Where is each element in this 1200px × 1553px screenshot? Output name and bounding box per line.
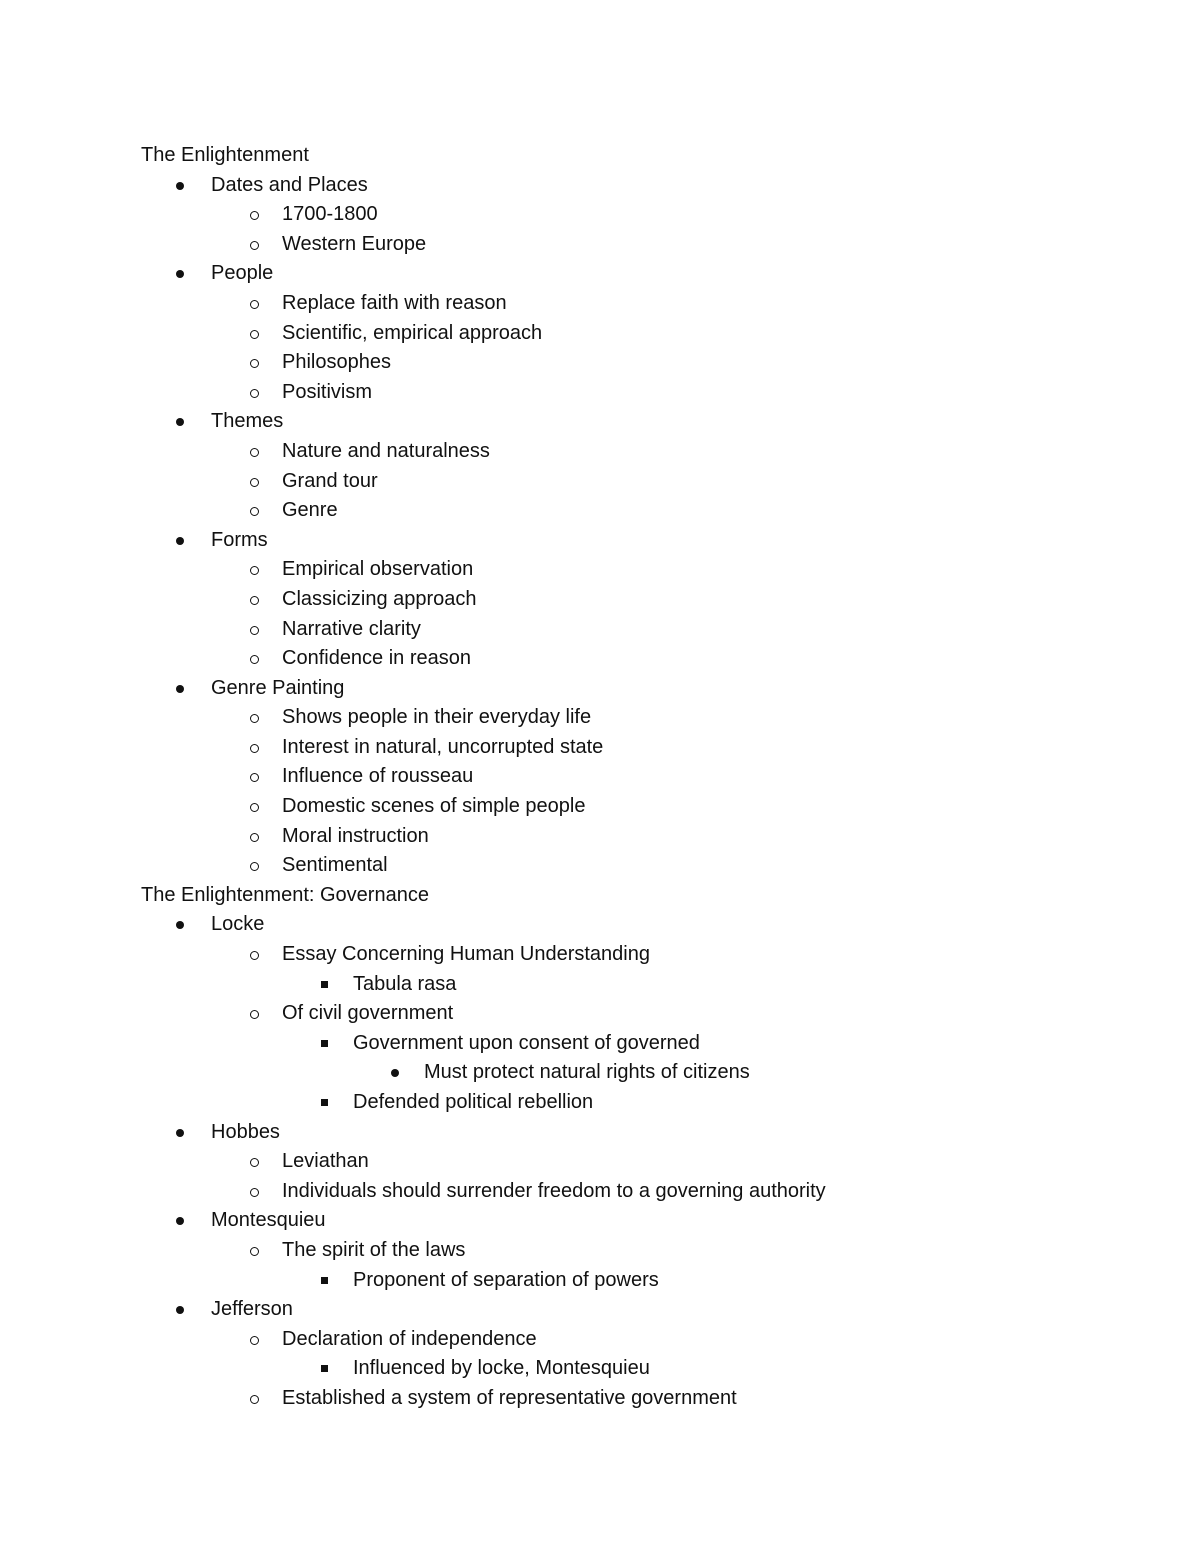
list-item-text: Narrative clarity <box>282 617 421 640</box>
list-item <box>0 467 1200 497</box>
list-item <box>0 171 1200 201</box>
list-item-text: Hobbes <box>211 1120 280 1143</box>
list-item-text: Empirical observation <box>282 558 474 581</box>
list-item <box>0 230 1200 260</box>
list-item-text: Influenced by locke, Montesquieu <box>353 1357 650 1380</box>
list-item <box>0 1384 1200 1414</box>
bullet-disc-icon <box>170 674 190 693</box>
bullet-circle-icon <box>244 1177 264 1197</box>
bullet-circle-icon <box>244 348 264 368</box>
list-item-text: Forms <box>211 528 268 551</box>
list-item-text: Defended political rebellion <box>353 1091 594 1113</box>
list-item-text: 1700-1800 <box>282 203 378 226</box>
list-item-text: Declaration of independence <box>282 1327 537 1350</box>
list-item <box>0 585 1200 615</box>
list-item-text: Dates and Places <box>211 173 368 196</box>
list-item <box>0 348 1200 378</box>
list-item <box>0 526 1200 556</box>
list-item <box>0 1206 1200 1236</box>
list-item-text: Confidence in reason <box>282 647 472 670</box>
list-item-text: Influence of rousseau <box>282 765 474 788</box>
list-item-text: People <box>211 262 274 285</box>
bullet-square-icon <box>314 1029 334 1047</box>
list-item-text: Must protect natural rights of citizens <box>424 1061 750 1084</box>
list-item-text: Locke <box>211 913 265 936</box>
heading-text: The Enlightenment <box>141 144 309 166</box>
bullet-circle-icon <box>244 1236 264 1256</box>
list-item <box>0 792 1200 822</box>
bullet-disc-icon <box>385 1058 405 1077</box>
bullet-circle-icon <box>244 733 264 753</box>
bullet-circle-icon <box>244 467 264 487</box>
list-item <box>0 644 1200 674</box>
list-item <box>0 1118 1200 1148</box>
list-item-text: Positivism <box>282 380 373 403</box>
bullet-disc-icon <box>170 407 190 426</box>
list-item <box>0 407 1200 437</box>
bullet-circle-icon <box>244 762 264 782</box>
list-item <box>0 910 1200 940</box>
bullet-disc-icon <box>170 1206 190 1225</box>
list-item <box>0 289 1200 319</box>
list-item <box>0 319 1200 349</box>
bullet-circle-icon <box>244 289 264 309</box>
heading-text: The Enlightenment: Governance <box>141 883 429 906</box>
list-item-text: Themes <box>211 410 284 433</box>
list-item-text: Shows people in their everyday life <box>282 706 592 729</box>
list-item <box>0 1325 1200 1355</box>
bullet-circle-icon <box>244 999 264 1019</box>
list-item <box>0 555 1200 585</box>
list-item <box>0 1058 1200 1088</box>
bullet-circle-icon <box>244 851 264 871</box>
list-item <box>0 1029 1200 1059</box>
bullet-circle-icon <box>244 496 264 516</box>
bullet-disc-icon <box>170 259 190 278</box>
bullet-circle-icon <box>244 378 264 398</box>
bullet-circle-icon <box>244 230 264 250</box>
list-item-text: Sentimental <box>282 854 388 877</box>
list-item <box>0 1236 1200 1266</box>
list-item <box>0 1266 1200 1296</box>
list-item-text: Leviathan <box>282 1150 369 1173</box>
bullet-circle-icon <box>244 200 264 220</box>
list-item <box>0 1088 1200 1118</box>
list-item-text: Western Europe <box>282 232 427 255</box>
list-item <box>0 940 1200 970</box>
list-item-text: Montesquieu <box>211 1209 326 1232</box>
list-item <box>0 703 1200 733</box>
list-item <box>0 259 1200 289</box>
list-item-text: The spirit of the laws <box>282 1238 466 1261</box>
list-item-text: Scientific, empirical approach <box>282 321 543 344</box>
list-item <box>0 615 1200 645</box>
bullet-disc-icon <box>170 910 190 929</box>
bullet-circle-icon <box>244 585 264 605</box>
bullet-square-icon <box>314 1266 334 1284</box>
list-item <box>0 1354 1200 1384</box>
list-item-text: Classicizing approach <box>282 587 477 610</box>
bullet-disc-icon <box>170 1295 190 1314</box>
section-heading <box>0 141 1200 171</box>
bullet-circle-icon <box>244 319 264 339</box>
bullet-circle-icon <box>244 437 264 457</box>
list-item <box>0 999 1200 1029</box>
section-heading <box>0 881 1200 911</box>
list-item-text: Moral instruction <box>282 824 429 847</box>
bullet-circle-icon <box>244 555 264 575</box>
bullet-square-icon <box>314 970 334 988</box>
list-item-text: Interest in natural, uncorrupted state <box>282 735 604 758</box>
list-item-text: Nature and naturalness <box>282 439 490 462</box>
list-item <box>0 970 1200 1000</box>
bullet-circle-icon <box>244 1384 264 1404</box>
bullet-disc-icon <box>170 526 190 545</box>
list-item <box>0 733 1200 763</box>
bullet-circle-icon <box>244 822 264 842</box>
bullet-disc-icon <box>170 1118 190 1137</box>
list-item-text: Tabula rasa <box>353 972 457 995</box>
bullet-circle-icon <box>244 615 264 635</box>
bullet-square-icon <box>314 1354 334 1372</box>
list-item <box>0 1147 1200 1177</box>
list-item <box>0 200 1200 230</box>
bullet-square-icon <box>314 1088 334 1106</box>
list-item <box>0 496 1200 526</box>
list-item <box>0 762 1200 792</box>
list-item-text: Of civil government <box>282 1002 454 1025</box>
list-item-text: Philosophes <box>282 351 391 374</box>
outline-notes <box>0 141 1200 1414</box>
list-item <box>0 378 1200 408</box>
list-item <box>0 674 1200 704</box>
list-item <box>0 1295 1200 1325</box>
list-item <box>0 437 1200 467</box>
list-item-text: Domestic scenes of simple people <box>282 795 586 818</box>
list-item <box>0 851 1200 881</box>
list-item-text: Grand tour <box>282 469 378 492</box>
list-item-text: Replace faith with reason <box>282 291 507 314</box>
bullet-circle-icon <box>244 1325 264 1345</box>
list-item-text: Genre <box>282 499 338 522</box>
bullet-circle-icon <box>244 940 264 960</box>
list-item-text: Essay Concerning Human Understanding <box>282 943 650 966</box>
bullet-circle-icon <box>244 644 264 664</box>
bullet-disc-icon <box>170 171 190 190</box>
list-item <box>0 822 1200 852</box>
list-item-text: Proponent of separation of powers <box>353 1268 659 1291</box>
bullet-circle-icon <box>244 703 264 723</box>
bullet-circle-icon <box>244 792 264 812</box>
list-item-text: Jefferson <box>211 1298 293 1321</box>
list-item-text: Government upon consent of governed <box>353 1031 700 1054</box>
list-item-text: Established a system of representative government <box>282 1386 737 1409</box>
list-item-text: Individuals should surrender freedom to a governing authority <box>282 1179 826 1202</box>
list-item <box>0 1177 1200 1207</box>
list-item-text: Genre Painting <box>211 676 345 699</box>
bullet-circle-icon <box>244 1147 264 1167</box>
